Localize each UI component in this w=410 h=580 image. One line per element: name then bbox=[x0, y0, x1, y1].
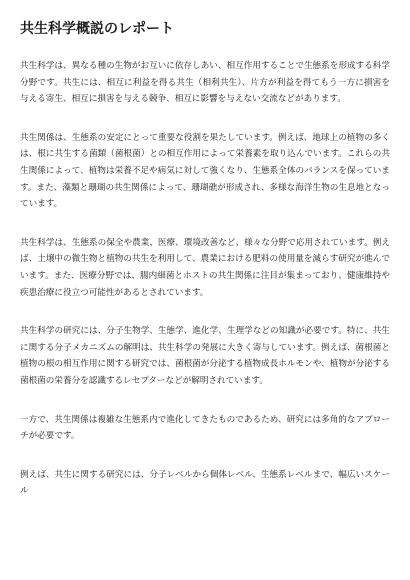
paragraph-research-fields: 共生科学の研究には、分子生物学、生態学、進化学、生理学などの知識が必要です。特に、共生に関する分子メカニズムの解明は、共生科学の発展に大きく寄与しています。例えば、菌根菌と植物の根の相互作用に関する研究では、菌根菌が分泌する植物成長ホルモンや、植物が分泌する菌根菌の栄養分を認識するレセプターなどが解明されています。 bbox=[20, 326, 390, 386]
paragraph-intro: 共生科学は、異なる種の生物がお互いに依存しあい、相互作用することで生態系を形成する科学分野です。共生には、相互に利益を得る共生（相利共生）、片方が利益を得てもう一方に損害を与える寄生、相互に損害を与える競争、相互に影響を与えない交流などがあります。 bbox=[20, 61, 390, 105]
paragraph-complexity: 一方で、共生関係は複雑な生態系内で進化してきたものであるため、研究には多角的なアプローチが必要です。 bbox=[20, 414, 390, 442]
paragraph-ecosystem-role: 共生関係は、生態系の安定にとって重要な役割を果たしています。例えば、地球上の植物の多くは、根に共生する菌類（菌根菌）との相互作用によって栄養素を取り込んでいます。これらの共生関係によって、植物は栄養不足や病気に対して強くなり、生態系全体のバランスを保っています。また、藻類と珊瑚の共生関係によって、珊瑚礁が形成され、多様な海洋生物の生息地となっています。 bbox=[20, 132, 390, 210]
paragraph-scale: 例えば、共生に関する研究には、分子レベルから個体レベル、生態系レベルまで、幅広いスケール bbox=[20, 469, 390, 497]
document-title: 共生科学概説のレポート bbox=[20, 21, 174, 37]
paragraph-applications: 共生科学は、生態系の保全や農業、医療、環境改善など、様々な分野で応用されています。例えば、土壌中の微生物と植物の共生を利用して、農業における肥料の使用量を減らす研究が進んでいます。また、医療分野では、腸内細菌とホストの共生関係に注目が集まっており、健康維持や疾患治療に役立つ可能性があるとされています。 bbox=[20, 237, 390, 298]
